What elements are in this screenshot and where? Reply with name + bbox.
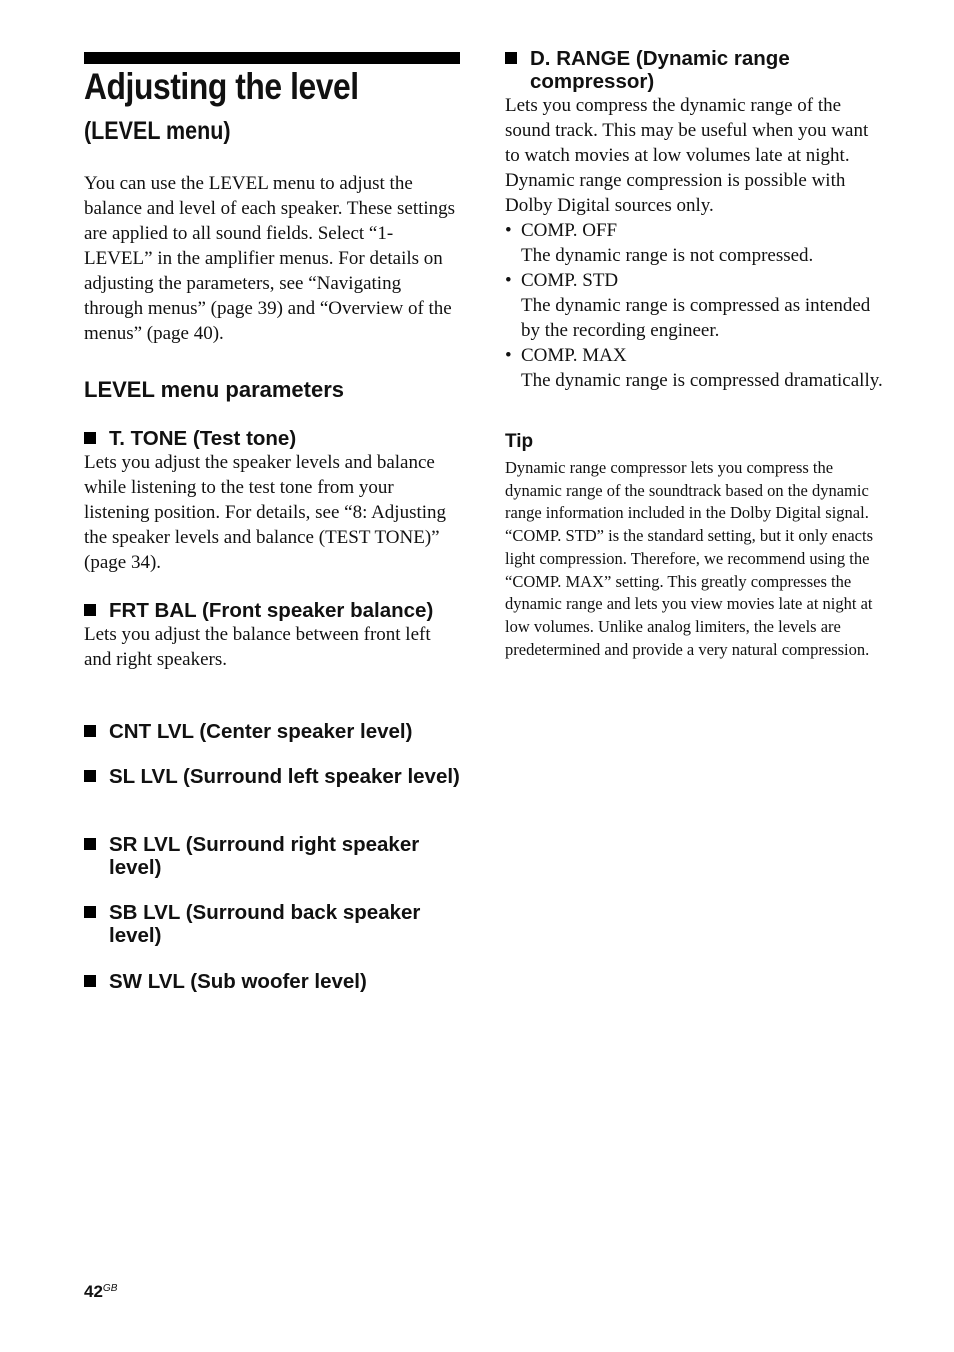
list-item xyxy=(505,343,885,393)
bullet-square-icon xyxy=(84,725,96,737)
param-sw-lvl xyxy=(84,970,460,993)
option-name: • COMP. OFF xyxy=(521,220,618,241)
tip-body xyxy=(505,457,885,661)
option-desc: The dynamic range is compressed as intended by the recording engineer. xyxy=(521,295,871,341)
param-frt-bal xyxy=(84,599,460,672)
option-list xyxy=(505,218,885,393)
param-title: D. RANGE (Dynamic range compressor) xyxy=(530,47,790,93)
param-title: T. TONE (Test tone) xyxy=(109,427,297,450)
param-body: Lets you compress the dynamic range of the sound track. This may be useful when you want to watch movies at low volumes late at night. Dynamic range compression is possible with Dolby Digital sources only. xyxy=(505,95,869,216)
bullet-square-icon xyxy=(84,604,96,616)
page-number xyxy=(84,1282,117,1302)
option-desc: The dynamic range is not compressed. xyxy=(521,245,814,266)
param-d-range xyxy=(505,47,885,393)
section-title: LEVEL menu parameters xyxy=(84,377,345,402)
param-cnt-lvl xyxy=(84,720,460,743)
param-title: SR LVL (Surround right speaker level) xyxy=(109,833,420,879)
tip-paragraph: “COMP. STD” is the standard setting, but it only enacts light compression. Therefore, we recommend using the “COMP. MAX” setting. This greatly compresses the dynamic range and lets you view movies late at night at low volumes. Unlike analog limiters, the levels are predetermined and provide a very natural compression. xyxy=(505,526,874,659)
option-name: • COMP. STD xyxy=(521,270,619,291)
param-title: FRT BAL (Front speaker balance) xyxy=(109,599,434,622)
param-t-tone xyxy=(84,427,460,575)
title-rule xyxy=(84,52,460,64)
bullet-square-icon xyxy=(84,838,96,850)
bullet-square-icon xyxy=(505,52,517,64)
param-body: Lets you adjust the speaker levels and balance while listening to the test tone from your listening position. For details, see “8: Adjusting the speaker levels and balance (TEST TONE)” (page 34). xyxy=(84,452,447,573)
param-title: SW LVL (Sub woofer level) xyxy=(109,970,367,993)
intro-paragraph: You can use the LEVEL menu to adjust the balance and level of each speaker. These settings are applied to all sound fields. Select “1-LEVEL” in the amplifier menus. For details on adjusting the parameters, see “Navigating through menus” (page 39) and “Overview of the menus” (page 40). xyxy=(84,173,456,344)
param-sb-lvl xyxy=(84,901,460,947)
option-name: • COMP. MAX xyxy=(521,345,627,366)
list-item xyxy=(505,268,885,343)
page-number-value: 42 xyxy=(84,1282,103,1301)
region-code: GB xyxy=(102,1283,118,1294)
list-item xyxy=(505,218,885,268)
page-title: Adjusting the level xyxy=(84,66,359,107)
option-desc: The dynamic range is compressed dramatically. xyxy=(521,370,883,391)
param-title: SB LVL (Surround back speaker level) xyxy=(109,901,421,947)
bullet-square-icon xyxy=(84,770,96,782)
param-title: CNT LVL (Center speaker level) xyxy=(109,720,413,743)
bullet-square-icon xyxy=(84,975,96,987)
tip-paragraph: Dynamic range compressor lets you compress the dynamic range of the soundtrack based on the dynamic range information included in the Dolby Digital signal. xyxy=(505,458,869,523)
page-subtitle: (LEVEL menu) xyxy=(84,117,231,145)
tip-title: Tip xyxy=(505,431,534,452)
bullet-square-icon xyxy=(84,906,96,918)
bullet-square-icon xyxy=(84,432,96,444)
param-sr-lvl xyxy=(84,833,460,879)
param-body: Lets you adjust the balance between front left and right speakers. xyxy=(84,624,431,670)
param-title: SL LVL (Surround left speaker level) xyxy=(109,765,460,788)
param-sl-lvl xyxy=(84,765,460,788)
